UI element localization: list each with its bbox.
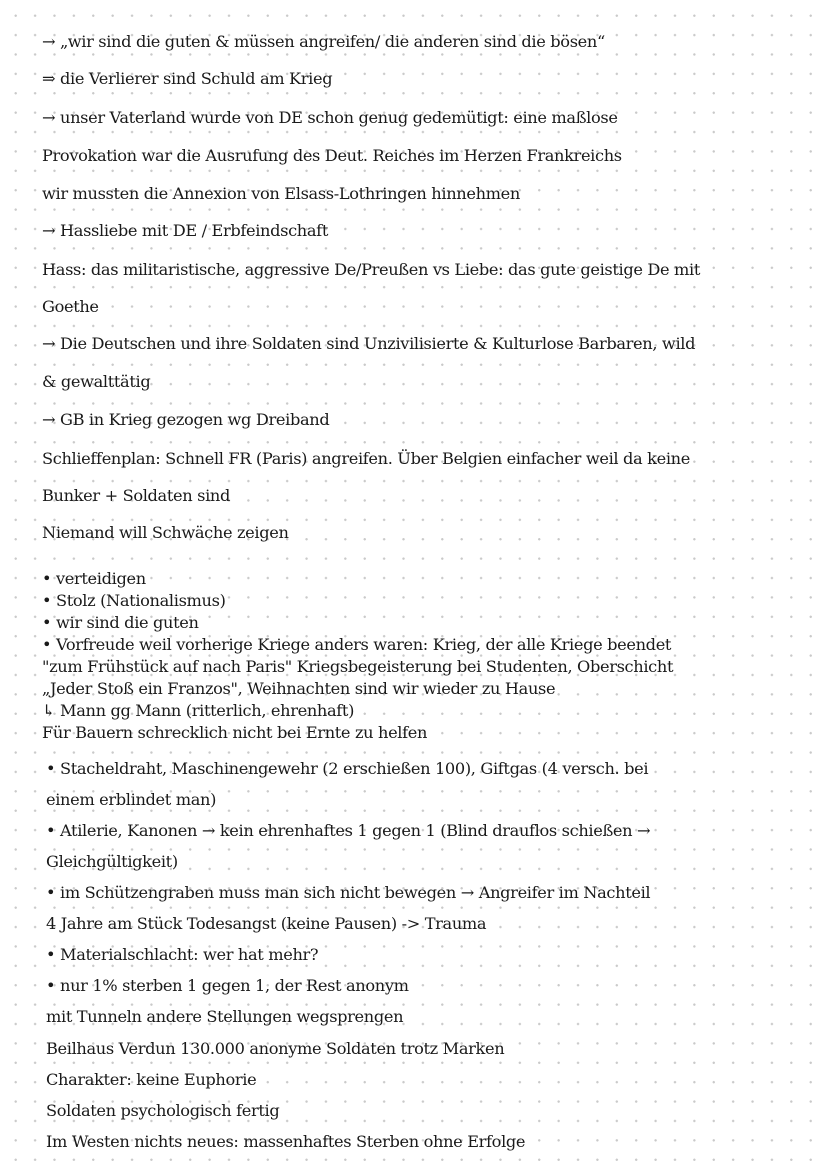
note-line: Charakter: keine Euphorie	[46, 1070, 257, 1089]
note-line: → „wir sind die guten & müssen angreifen/ die anderen sind die bösen“	[42, 32, 605, 51]
bullet-item: • verteidigen	[42, 569, 146, 588]
note-line: 4 Jahre am Stück Todesangst (keine Pausen) -> Trauma	[46, 914, 487, 933]
note-line: „Jeder Stoß ein Franzos", Weihnachten sind wir wieder zu Hause	[42, 679, 556, 698]
note-line: & gewalttätig	[42, 372, 151, 391]
note-line: Gleichgültigkeit)	[46, 852, 178, 871]
note-line: einem erblindet man)	[46, 790, 217, 809]
note-line: Schlieffenplan: Schnell FR (Paris) angreifen. Über Belgien einfacher weil da keine	[42, 449, 690, 468]
note-line: → Die Deutschen und ihre Soldaten sind Unzivilisierte & Kulturlose Barbaren, wild	[42, 334, 696, 353]
note-line: ↳ Mann gg Mann (ritterlich, ehrenhaft)	[42, 701, 355, 720]
note-line: ⇒ die Verlierer sind Schuld am Krieg	[42, 69, 333, 88]
note-line: Hass: das militaristische, aggressive De/Preußen vs Liebe: das gute geistige De mit	[42, 260, 701, 279]
bullet-item: • im Schützengraben muss man sich nicht bewegen → Angreifer im Nachteil	[46, 883, 651, 902]
bullet-item: • Atilerie, Kanonen → kein ehrenhaftes 1 gegen 1 (Blind drauflos schießen →	[46, 821, 651, 840]
bullet-item: • nur 1% sterben 1 gegen 1, der Rest anonym	[46, 976, 409, 995]
bullet-item: • Stacheldraht, Maschinengewehr (2 erschießen 100), Giftgas (4 versch. bei	[46, 759, 649, 778]
note-line: → Hassliebe mit DE / Erbfeindschaft	[42, 221, 328, 240]
note-line: Niemand will Schwäche zeigen	[42, 523, 289, 542]
bullet-item: • Materialschlacht: wer hat mehr?	[46, 945, 319, 964]
bullet-item: • wir sind die guten	[42, 613, 199, 632]
note-line: Provokation war die Ausrufung des Deut. Reiches im Herzen Frankreichs	[42, 146, 622, 165]
note-line: Im Westen nichts neues: massenhaftes Sterben ohne Erfolge	[46, 1132, 526, 1151]
note-line: → GB in Krieg gezogen wg Dreiband	[42, 410, 330, 429]
bullet-item: • Vorfreude weil vorherige Kriege anders waren: Krieg, der alle Kriege beendet	[42, 635, 672, 654]
note-line: Goethe	[42, 297, 99, 316]
note-line: Bunker + Soldaten sind	[42, 486, 230, 505]
note-line: Für Bauern schrecklich nicht bei Ernte zu helfen	[42, 723, 428, 742]
note-line: mit Tunneln andere Stellungen wegsprengen	[46, 1007, 404, 1026]
note-line: wir mussten die Annexion von Elsass-Lothringen hinnehmen	[42, 184, 520, 203]
bullet-item: • Stolz (Nationalismus)	[42, 591, 226, 610]
note-line: "zum Frühstück auf nach Paris" Kriegsbegeisterung bei Studenten, Oberschicht	[42, 657, 674, 676]
note-line: Soldaten psychologisch fertig	[46, 1101, 280, 1120]
note-line: → unser Vaterland wurde von DE schon genug gedemütigt: eine maßlose	[42, 108, 618, 127]
note-line: Beilhaus Verdun 130.000 anonyme Soldaten trotz Marken	[46, 1039, 505, 1058]
